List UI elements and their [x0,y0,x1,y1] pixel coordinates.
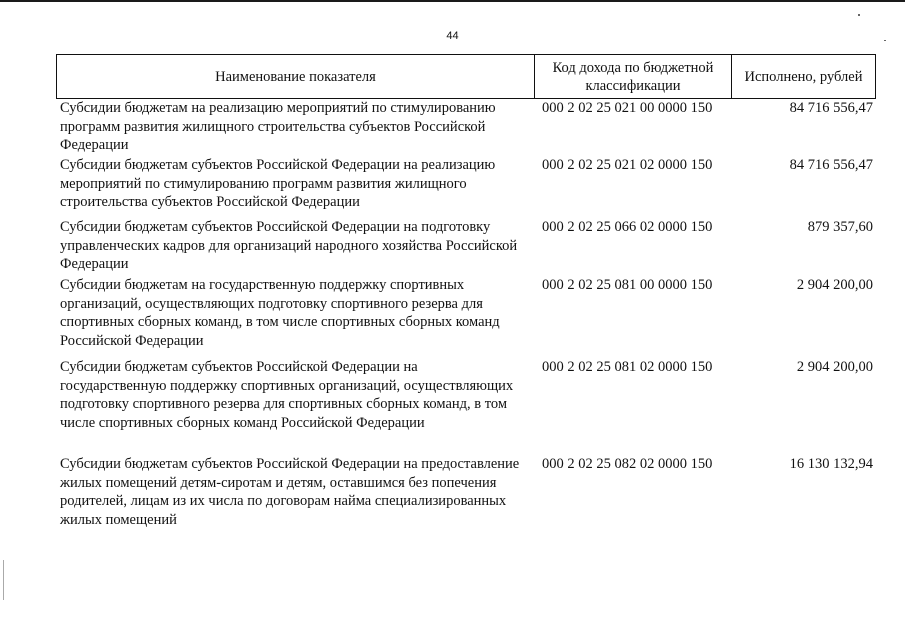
row-code: 000 2 02 25 066 02 0000 150 [542,219,713,235]
row-amount: 84 716 556,47 [789,100,873,116]
row-amount: 2 904 200,00 [796,277,873,293]
row-code: 000 2 02 25 082 02 0000 150 [542,456,713,472]
row-code: 000 2 02 25 081 00 0000 150 [542,277,713,293]
scan-speck [884,40,886,41]
row-code: 000 2 02 25 081 02 0000 150 [542,359,713,375]
page-number: 44 [446,30,459,42]
header-name: Наименование показателя [57,55,535,98]
row-code: 000 2 02 25 021 00 0000 150 [542,100,713,116]
table-header [56,54,876,99]
table-row [56,455,876,535]
revenue-table [56,54,876,535]
table-row [56,276,876,358]
row-name: Субсидии бюджетам субъектов Российской Федерации на предоставление жилых помещений детям-сиротам и детям, оставшимся без попечения родителей, лицам из их числа по договорам найма специализированных жилых помещений [60,456,520,529]
row-amount: 84 716 556,47 [789,157,873,173]
row-amount: 879 357,60 [807,219,873,235]
row-name: Субсидии бюджетам на реализацию мероприятий по стимулированию программ развития жилищного строительства субъектов Российской Федерации [60,100,496,154]
table-row [56,99,876,156]
row-name: Субсидии бюджетам субъектов Российской Федерации на государственную поддержку спортивных организаций, осуществляющих подготовку спортивного резерва для спортивных сборных команд, в том числе спортивных сборных команд Российской Федерации [60,359,514,432]
header-amount: Исполнено, рублей [744,68,863,85]
row-code: 000 2 02 25 021 02 0000 150 [542,157,713,173]
table-row [56,156,876,218]
row-amount: 16 130 132,94 [789,456,873,472]
table-row [56,358,876,455]
row-name: Субсидии бюджетам субъектов Российской Федерации на подготовку управленческих кадров для организаций народного хозяйства Российской Федерации [60,219,518,273]
row-amount: 2 904 200,00 [796,359,873,375]
header-code: Код дохода по бюджетной классификации [535,55,732,98]
row-name: Субсидии бюджетам субъектов Российской Федерации на реализацию мероприятий по стимулированию программ развития жилищного строительства субъектов Российской Федерации [60,157,496,211]
row-name: Субсидии бюджетам на государственную поддержку спортивных организаций, осуществляющих подготовку спортивного резерва для спортивных сборных команд, в том числе спортивных сборных команд Российской Федерации [60,277,500,350]
table-row [56,218,876,276]
scan-edge-line [0,0,905,2]
scan-speck [3,560,4,600]
scan-speck [858,14,860,16]
